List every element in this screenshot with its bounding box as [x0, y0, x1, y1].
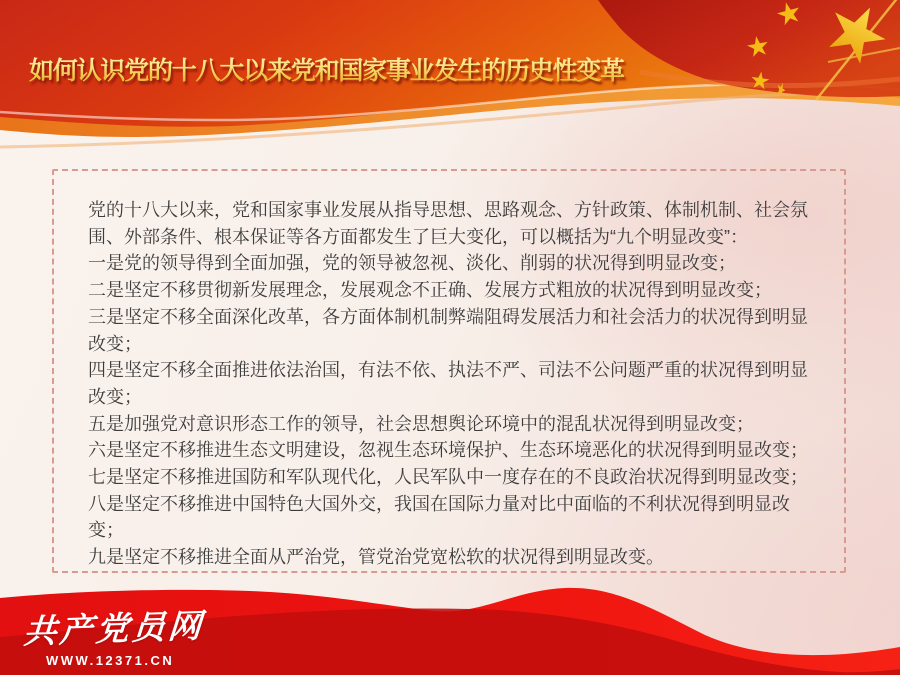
logo-calligraphy: 共产党员网 [22, 608, 206, 652]
content-line: 变； [88, 520, 124, 541]
content-line: 七是坚定不移推进国防和军队现代化，人民军队中一度存在的不良政治状况得到明显改变； [88, 467, 808, 488]
content-line: 五是加强党对意识形态工作的领导，社会思想舆论环境中的混乱状况得到明显改变； [88, 413, 754, 434]
content-line: 六是坚定不移推进生态文明建设，忽视生态环境保护、生态环境恶化的状况得到明显改变； [88, 440, 808, 461]
content-line: 围、外部条件、根本保证等各方面都发生了巨大变化，可以概括为“九个明显改变”： [88, 226, 748, 247]
content-line: 党的十八大以来，党和国家事业发展从指导思想、思路观念、方针政策、体制机制、社会氛 [88, 200, 808, 220]
content-line: 八是坚定不移推进中国特色大国外交，我国在国际力量对比中面临的不利状况得到明显改 [88, 493, 790, 514]
content-text [88, 197, 820, 571]
content-line: 改变； [88, 386, 142, 407]
content-line: 三是坚定不移全面深化改革，各方面体制机制弊端阻碍发展活力和社会活力的状况得到明显 [88, 306, 808, 327]
logo-url: WWW.12371.CN [46, 653, 175, 668]
content-line: 九是坚定不移推进全面从严治党，管党治党宽松软的状况得到明显改变。 [88, 547, 664, 568]
content-box [52, 169, 846, 573]
site-logo [24, 603, 204, 668]
content-line: 一是党的领导得到全面加强，党的领导被忽视、淡化、削弱的状况得到明显改变； [88, 253, 736, 274]
page-title: 如何认识党的十八大以来党和国家事业发生的历史性变革 [29, 51, 624, 87]
content-line: 二是坚定不移贯彻新发展理念，发展观念不正确、发展方式粗放的状况得到明显改变； [88, 280, 772, 301]
content-line: 改变； [88, 333, 142, 354]
content-line: 四是坚定不移全面推进依法治国，有法不依、执法不严、司法不公问题严重的状况得到明显 [88, 360, 808, 381]
